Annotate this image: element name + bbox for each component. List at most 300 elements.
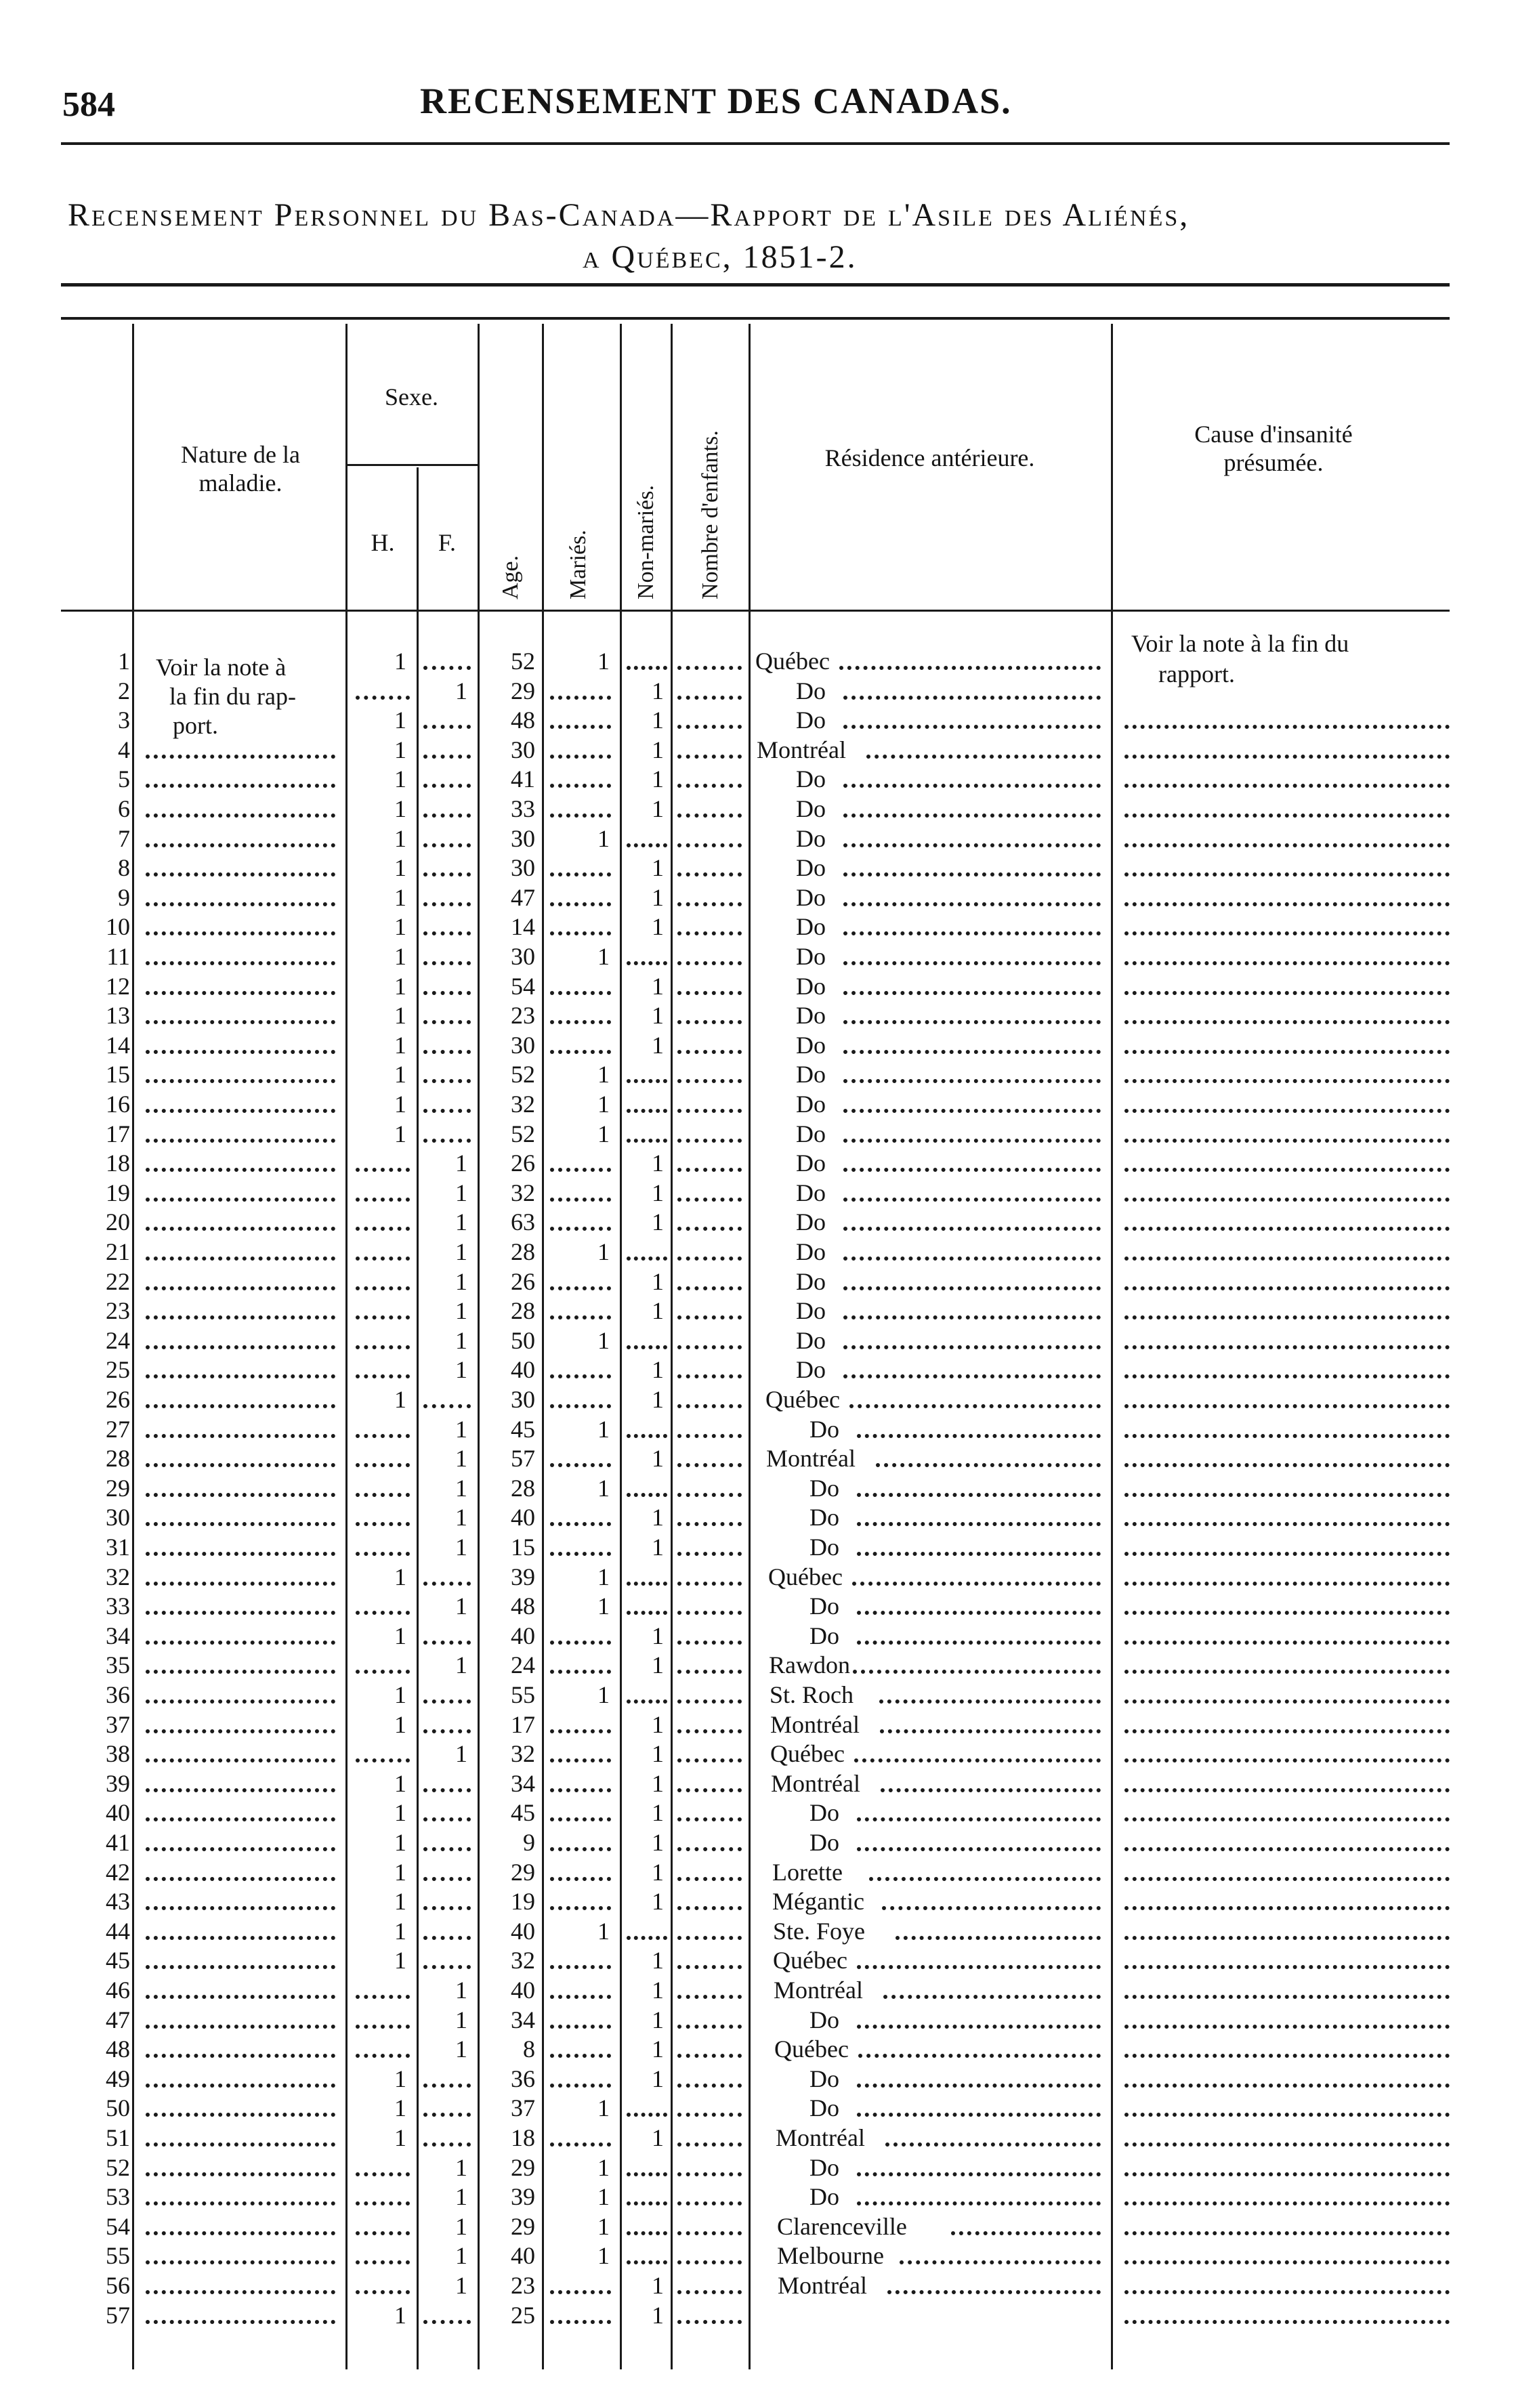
cell-age: 55: [511, 1681, 535, 1708]
leader-dots: [356, 2166, 410, 2176]
row-number: 31: [106, 1534, 130, 1561]
row-number: 19: [106, 1179, 130, 1206]
leader-dots: [146, 1604, 335, 1615]
top-rule: [61, 142, 1450, 145]
leader-dots: [677, 1899, 742, 1910]
cell-homme: 1: [394, 706, 406, 734]
leader-dots: [677, 1988, 742, 1999]
leader-dots: [423, 659, 471, 670]
leader-dots: [146, 1102, 335, 1113]
leader-dots: [423, 837, 471, 847]
leader-dots: [677, 1102, 742, 1113]
leader-dots: [146, 2018, 335, 2029]
cell-homme: 1: [394, 736, 406, 763]
cell-age: 39: [511, 1563, 535, 1590]
leader-dots: [677, 1427, 742, 1438]
leader-dots: [356, 1752, 410, 1762]
cell-non-marie: 1: [652, 1622, 664, 1649]
cell-homme: 1: [394, 1061, 406, 1088]
leader-dots: [627, 1693, 667, 1704]
leader-dots: [882, 1899, 1101, 1910]
leader-dots: [423, 984, 471, 995]
cell-age: 37: [511, 2094, 535, 2121]
leader-dots: [423, 1693, 471, 1704]
leader-dots: [356, 1309, 410, 1319]
leader-dots: [550, 1811, 611, 1821]
header-non-maries: Non-mariés.: [633, 484, 658, 599]
leader-dots: [627, 1338, 667, 1349]
cell-residence: Do: [809, 2006, 839, 2033]
nature-note-line1: Voir la note à: [156, 654, 287, 681]
cell-age: 41: [511, 765, 535, 793]
leader-dots: [1124, 1604, 1450, 1615]
cell-homme: 1: [394, 973, 406, 1000]
leader-dots: [853, 1663, 1101, 1674]
leader-dots: [843, 1013, 1101, 1024]
leader-dots: [356, 2047, 410, 2058]
cell-non-marie: 1: [652, 2302, 664, 2329]
row-number: 22: [106, 1268, 130, 1295]
row-number: 54: [106, 2213, 130, 2240]
leader-dots: [627, 2106, 667, 2117]
cell-residence: Do: [796, 765, 826, 793]
cell-age: 26: [511, 1268, 535, 1295]
cell-age: 30: [511, 1032, 535, 1059]
leader-dots: [146, 1132, 335, 1143]
cell-residence: Montréal: [766, 1445, 856, 1472]
cell-homme: 1: [394, 765, 406, 793]
cell-non-marie: 1: [652, 1947, 664, 1974]
cell-homme: 1: [394, 1563, 406, 1590]
row-number: 47: [106, 2006, 130, 2033]
cell-residence: Do: [796, 943, 826, 970]
cell-residence: Melbourne: [777, 2242, 884, 2269]
cell-age: 40: [511, 2242, 535, 2269]
cell-age: 30: [511, 1386, 535, 1413]
row-number: 14: [106, 1032, 130, 1059]
leader-dots: [423, 1634, 471, 1645]
leader-dots: [627, 1929, 667, 1940]
leader-dots: [550, 1958, 611, 1969]
cell-femme: 1: [455, 2242, 467, 2269]
cell-marie: 1: [597, 1416, 610, 1443]
row-number: 48: [106, 2035, 130, 2063]
cell-age: 32: [511, 1091, 535, 1118]
leader-dots: [1124, 925, 1450, 935]
row-number: 28: [106, 1445, 130, 1472]
leader-dots: [356, 1338, 410, 1349]
cell-residence: Do: [809, 2065, 839, 2092]
leader-dots: [677, 1929, 742, 1940]
nature-note-line2: la fin du rap-: [169, 683, 296, 710]
leader-dots: [550, 1840, 611, 1851]
leader-dots: [146, 2195, 335, 2205]
leader-dots: [550, 925, 611, 935]
cell-non-marie: 1: [652, 1297, 664, 1324]
leader-dots: [1124, 954, 1450, 965]
leader-dots: [146, 1781, 335, 1792]
leader-dots: [677, 1693, 742, 1704]
col-rule-3: [417, 467, 419, 2369]
leader-dots: [1124, 1929, 1450, 1940]
cell-residence: Montréal: [771, 1770, 860, 1797]
cell-residence: Montréal: [774, 1977, 863, 2004]
leader-dots: [1124, 2077, 1450, 2088]
leader-dots: [677, 2018, 742, 2029]
cell-marie: 1: [597, 1120, 610, 1147]
leader-dots: [896, 1929, 1101, 1940]
cell-residence: Do: [796, 854, 826, 881]
cell-homme: 1: [394, 1947, 406, 1974]
leader-dots: [423, 1072, 471, 1083]
leader-dots: [857, 1840, 1101, 1851]
leader-dots: [843, 954, 1101, 965]
leader-dots: [146, 1752, 335, 1762]
leader-dots: [146, 1456, 335, 1467]
cell-femme: 1: [455, 1534, 467, 1561]
table-top-rule: [61, 317, 1450, 320]
cell-non-marie: 1: [652, 1829, 664, 1856]
cell-age: 28: [511, 1475, 535, 1502]
cell-residence: Québec: [765, 1386, 840, 1413]
leader-dots: [627, 1102, 667, 1113]
row-number: 56: [106, 2272, 130, 2299]
leader-dots: [677, 1280, 742, 1290]
leader-dots: [843, 1191, 1101, 1202]
row-number: 26: [106, 1386, 130, 1413]
leader-dots: [1124, 2313, 1450, 2324]
leader-dots: [627, 837, 667, 847]
leader-dots: [356, 1486, 410, 1497]
running-title: RECENSEMENT DES CANADAS.: [420, 81, 1012, 121]
cell-marie: 1: [597, 648, 610, 675]
leader-dots: [146, 1899, 335, 1910]
leader-dots: [356, 1545, 410, 1556]
leader-dots: [550, 2047, 611, 2058]
row-number: 35: [106, 1651, 130, 1678]
sexe-rule: [345, 464, 478, 466]
leader-dots: [550, 777, 611, 788]
cell-marie: 1: [597, 825, 610, 852]
leader-dots: [843, 866, 1101, 876]
row-number: 6: [118, 795, 130, 822]
cell-age: 32: [511, 1179, 535, 1206]
cell-age: 52: [511, 1120, 535, 1147]
leader-dots: [550, 2136, 611, 2147]
cell-homme: 1: [394, 1859, 406, 1886]
leader-dots: [423, 954, 471, 965]
cause-note-line2: rapport.: [1158, 660, 1235, 688]
leader-dots: [677, 1191, 742, 1202]
leader-dots: [550, 1545, 611, 1556]
leader-dots: [550, 2077, 611, 2088]
leader-dots: [550, 1515, 611, 1526]
cell-age: 23: [511, 2272, 535, 2299]
cell-homme: 1: [394, 1888, 406, 1915]
leader-dots: [1124, 1161, 1450, 1172]
leader-dots: [423, 2136, 471, 2147]
leader-dots: [843, 1132, 1101, 1143]
leader-dots: [677, 1456, 742, 1467]
cell-age: 47: [511, 884, 535, 911]
row-number: 44: [106, 1918, 130, 1945]
cell-residence: Québec: [768, 1563, 843, 1590]
leader-dots: [146, 2106, 335, 2117]
cell-residence: Do: [796, 1032, 826, 1059]
leader-dots: [423, 2106, 471, 2117]
leader-dots: [423, 1132, 471, 1143]
leader-dots: [146, 1486, 335, 1497]
cell-femme: 1: [455, 1327, 467, 1354]
leader-dots: [1124, 1693, 1450, 1704]
cell-marie: 1: [597, 1475, 610, 1502]
cell-residence: Montréal: [770, 1711, 860, 1738]
leader-dots: [677, 2313, 742, 2324]
cell-residence: Do: [796, 1179, 826, 1206]
leader-dots: [550, 866, 611, 876]
cell-residence: Québec: [755, 648, 830, 675]
leader-dots: [146, 1250, 335, 1261]
cell-residence: Do: [796, 1238, 826, 1265]
row-number: 29: [106, 1475, 130, 1502]
leader-dots: [146, 2254, 335, 2264]
leader-dots: [550, 1368, 611, 1378]
col-rule-1: [132, 324, 134, 2369]
cell-residence: Do: [796, 706, 826, 734]
leader-dots: [1124, 777, 1450, 788]
leader-dots: [1124, 2254, 1450, 2264]
leader-dots: [550, 1988, 611, 1999]
cell-residence: Do: [796, 1268, 826, 1295]
cell-residence: Do: [796, 1120, 826, 1147]
cell-femme: 1: [455, 1977, 467, 2004]
leader-dots: [843, 1102, 1101, 1113]
cell-non-marie: 1: [652, 1534, 664, 1561]
cell-residence: Do: [809, 1622, 839, 1649]
cell-non-marie: 1: [652, 1208, 664, 1235]
leader-dots: [677, 1811, 742, 1821]
header-f: F.: [438, 529, 457, 556]
leader-dots: [857, 2018, 1101, 2029]
leader-dots: [356, 1368, 410, 1378]
cell-non-marie: 1: [652, 1356, 664, 1383]
leader-dots: [1124, 1870, 1450, 1881]
cell-age: 9: [523, 1829, 535, 1856]
leader-dots: [677, 1043, 742, 1054]
leader-dots: [550, 1191, 611, 1202]
leader-dots: [677, 1368, 742, 1378]
header-cause: Cause d'insanité présumée.: [1194, 421, 1353, 476]
leader-dots: [550, 1723, 611, 1733]
cell-marie: 1: [597, 1681, 610, 1708]
leader-dots: [677, 1575, 742, 1586]
cell-residence: Montréal: [757, 736, 846, 763]
leader-dots: [550, 1309, 611, 1319]
leader-dots: [677, 1161, 742, 1172]
cell-residence: Do: [796, 795, 826, 822]
leader-dots: [883, 1988, 1101, 1999]
leader-dots: [1124, 1013, 1450, 1024]
leader-dots: [550, 1280, 611, 1290]
cell-homme: 1: [394, 1711, 406, 1738]
leader-dots: [356, 1515, 410, 1526]
leader-dots: [843, 718, 1101, 729]
leader-dots: [550, 748, 611, 759]
col-rule-6: [620, 324, 622, 2369]
cell-residence: Lorette: [772, 1859, 843, 1886]
row-number: 25: [106, 1356, 130, 1383]
cell-femme: 1: [455, 1149, 467, 1177]
cause-note-line1: Voir la note à la fin du: [1131, 630, 1349, 657]
leader-dots: [677, 718, 742, 729]
row-number: 10: [106, 913, 130, 940]
cell-residence: Do: [809, 2094, 839, 2121]
leader-dots: [1124, 984, 1450, 995]
col-rule-4: [478, 324, 480, 2369]
leader-dots: [677, 2283, 742, 2294]
cell-residence: Do: [796, 1356, 826, 1383]
leader-dots: [356, 2254, 410, 2264]
row-number: 36: [106, 1681, 130, 1708]
leader-dots: [843, 984, 1101, 995]
leader-dots: [627, 1575, 667, 1586]
leader-dots: [857, 1958, 1101, 1969]
leader-dots: [423, 1013, 471, 1024]
leader-dots: [550, 1013, 611, 1024]
cell-age: 30: [511, 736, 535, 763]
cell-age: 24: [511, 1651, 535, 1678]
leader-dots: [146, 1988, 335, 1999]
leader-dots: [550, 807, 611, 818]
leader-dots: [550, 2283, 611, 2294]
leader-dots: [423, 1929, 471, 1940]
cell-age: 29: [511, 2213, 535, 2240]
leader-dots: [677, 2224, 742, 2235]
cell-marie: 1: [597, 1091, 610, 1118]
cell-age: 29: [511, 677, 535, 704]
leader-dots: [677, 2106, 742, 2117]
leader-dots: [550, 1752, 611, 1762]
cell-age: 25: [511, 2302, 535, 2329]
leader-dots: [627, 2166, 667, 2176]
leader-dots: [550, 1899, 611, 1910]
leader-dots: [550, 1043, 611, 1054]
cell-non-marie: 1: [652, 677, 664, 704]
cell-residence: Do: [809, 1416, 839, 1443]
cell-homme: 1: [394, 825, 406, 852]
leader-dots: [1124, 1634, 1450, 1645]
cell-non-marie: 1: [652, 1651, 664, 1678]
row-number: 30: [106, 1504, 130, 1531]
leader-dots: [843, 1043, 1101, 1054]
leader-dots: [146, 1072, 335, 1083]
cell-age: 45: [511, 1799, 535, 1826]
leader-dots: [843, 1250, 1101, 1261]
leader-dots: [677, 2195, 742, 2205]
row-number: 7: [118, 825, 130, 852]
leader-dots: [1124, 2283, 1450, 2294]
cell-age: 8: [523, 2035, 535, 2063]
leader-dots: [627, 1604, 667, 1615]
leader-dots: [146, 1309, 335, 1319]
leader-dots: [1124, 1486, 1450, 1497]
leader-dots: [423, 1102, 471, 1113]
leader-dots: [885, 2136, 1101, 2147]
leader-dots: [356, 1663, 410, 1674]
leader-dots: [1124, 1723, 1450, 1733]
cell-non-marie: 1: [652, 2006, 664, 2033]
leader-dots: [1124, 1043, 1450, 1054]
leader-dots: [677, 2136, 742, 2147]
leader-dots: [627, 1132, 667, 1143]
cell-age: 30: [511, 854, 535, 881]
cell-non-marie: 1: [652, 1032, 664, 1059]
leader-dots: [423, 866, 471, 876]
cell-homme: 1: [394, 1918, 406, 1945]
leader-dots: [423, 2313, 471, 2324]
leader-dots: [146, 1811, 335, 1821]
cell-homme: 1: [394, 943, 406, 970]
leader-dots: [146, 1191, 335, 1202]
cell-residence: Québec: [774, 2035, 849, 2063]
cell-non-marie: 1: [652, 1149, 664, 1177]
leader-dots: [843, 689, 1101, 700]
cell-residence: Do: [796, 1208, 826, 1235]
cell-homme: 1: [394, 2124, 406, 2151]
leader-dots: [146, 954, 335, 965]
leader-dots: [1124, 1958, 1450, 1969]
leader-dots: [423, 1840, 471, 1851]
leader-dots: [550, 1220, 611, 1231]
leader-dots: [1124, 866, 1450, 876]
col-rule-2: [345, 324, 348, 2369]
leader-dots: [1124, 1781, 1450, 1792]
cell-age: 52: [511, 648, 535, 675]
cell-age: 40: [511, 1622, 535, 1649]
cell-age: 45: [511, 1416, 535, 1443]
leader-dots: [146, 1545, 335, 1556]
leader-dots: [146, 2136, 335, 2147]
cell-age: 48: [511, 1592, 535, 1620]
leader-dots: [677, 1870, 742, 1881]
leader-dots: [550, 1781, 611, 1792]
row-number: 20: [106, 1208, 130, 1235]
row-number: 51: [106, 2124, 130, 2151]
leader-dots: [146, 1220, 335, 1231]
leader-dots: [843, 895, 1101, 906]
leader-dots: [146, 1723, 335, 1733]
cell-femme: 1: [455, 2183, 467, 2210]
cell-homme: 1: [394, 1002, 406, 1029]
leader-dots: [423, 1043, 471, 1054]
cell-residence: Québec: [770, 1740, 845, 1767]
leader-dots: [550, 1663, 611, 1674]
cell-femme: 1: [455, 1651, 467, 1678]
cell-residence: Do: [809, 2154, 839, 2181]
cell-age: 19: [511, 1888, 535, 1915]
leader-dots: [146, 1958, 335, 1969]
leader-dots: [146, 777, 335, 788]
leader-dots: [1124, 1427, 1450, 1438]
row-number: 17: [106, 1120, 130, 1147]
row-number: 12: [106, 973, 130, 1000]
leader-dots: [627, 1427, 667, 1438]
row-number: 45: [106, 1947, 130, 1974]
cell-marie: 1: [597, 2242, 610, 2269]
leader-dots: [843, 777, 1101, 788]
leader-dots: [356, 2224, 410, 2235]
cell-homme: 1: [394, 795, 406, 822]
